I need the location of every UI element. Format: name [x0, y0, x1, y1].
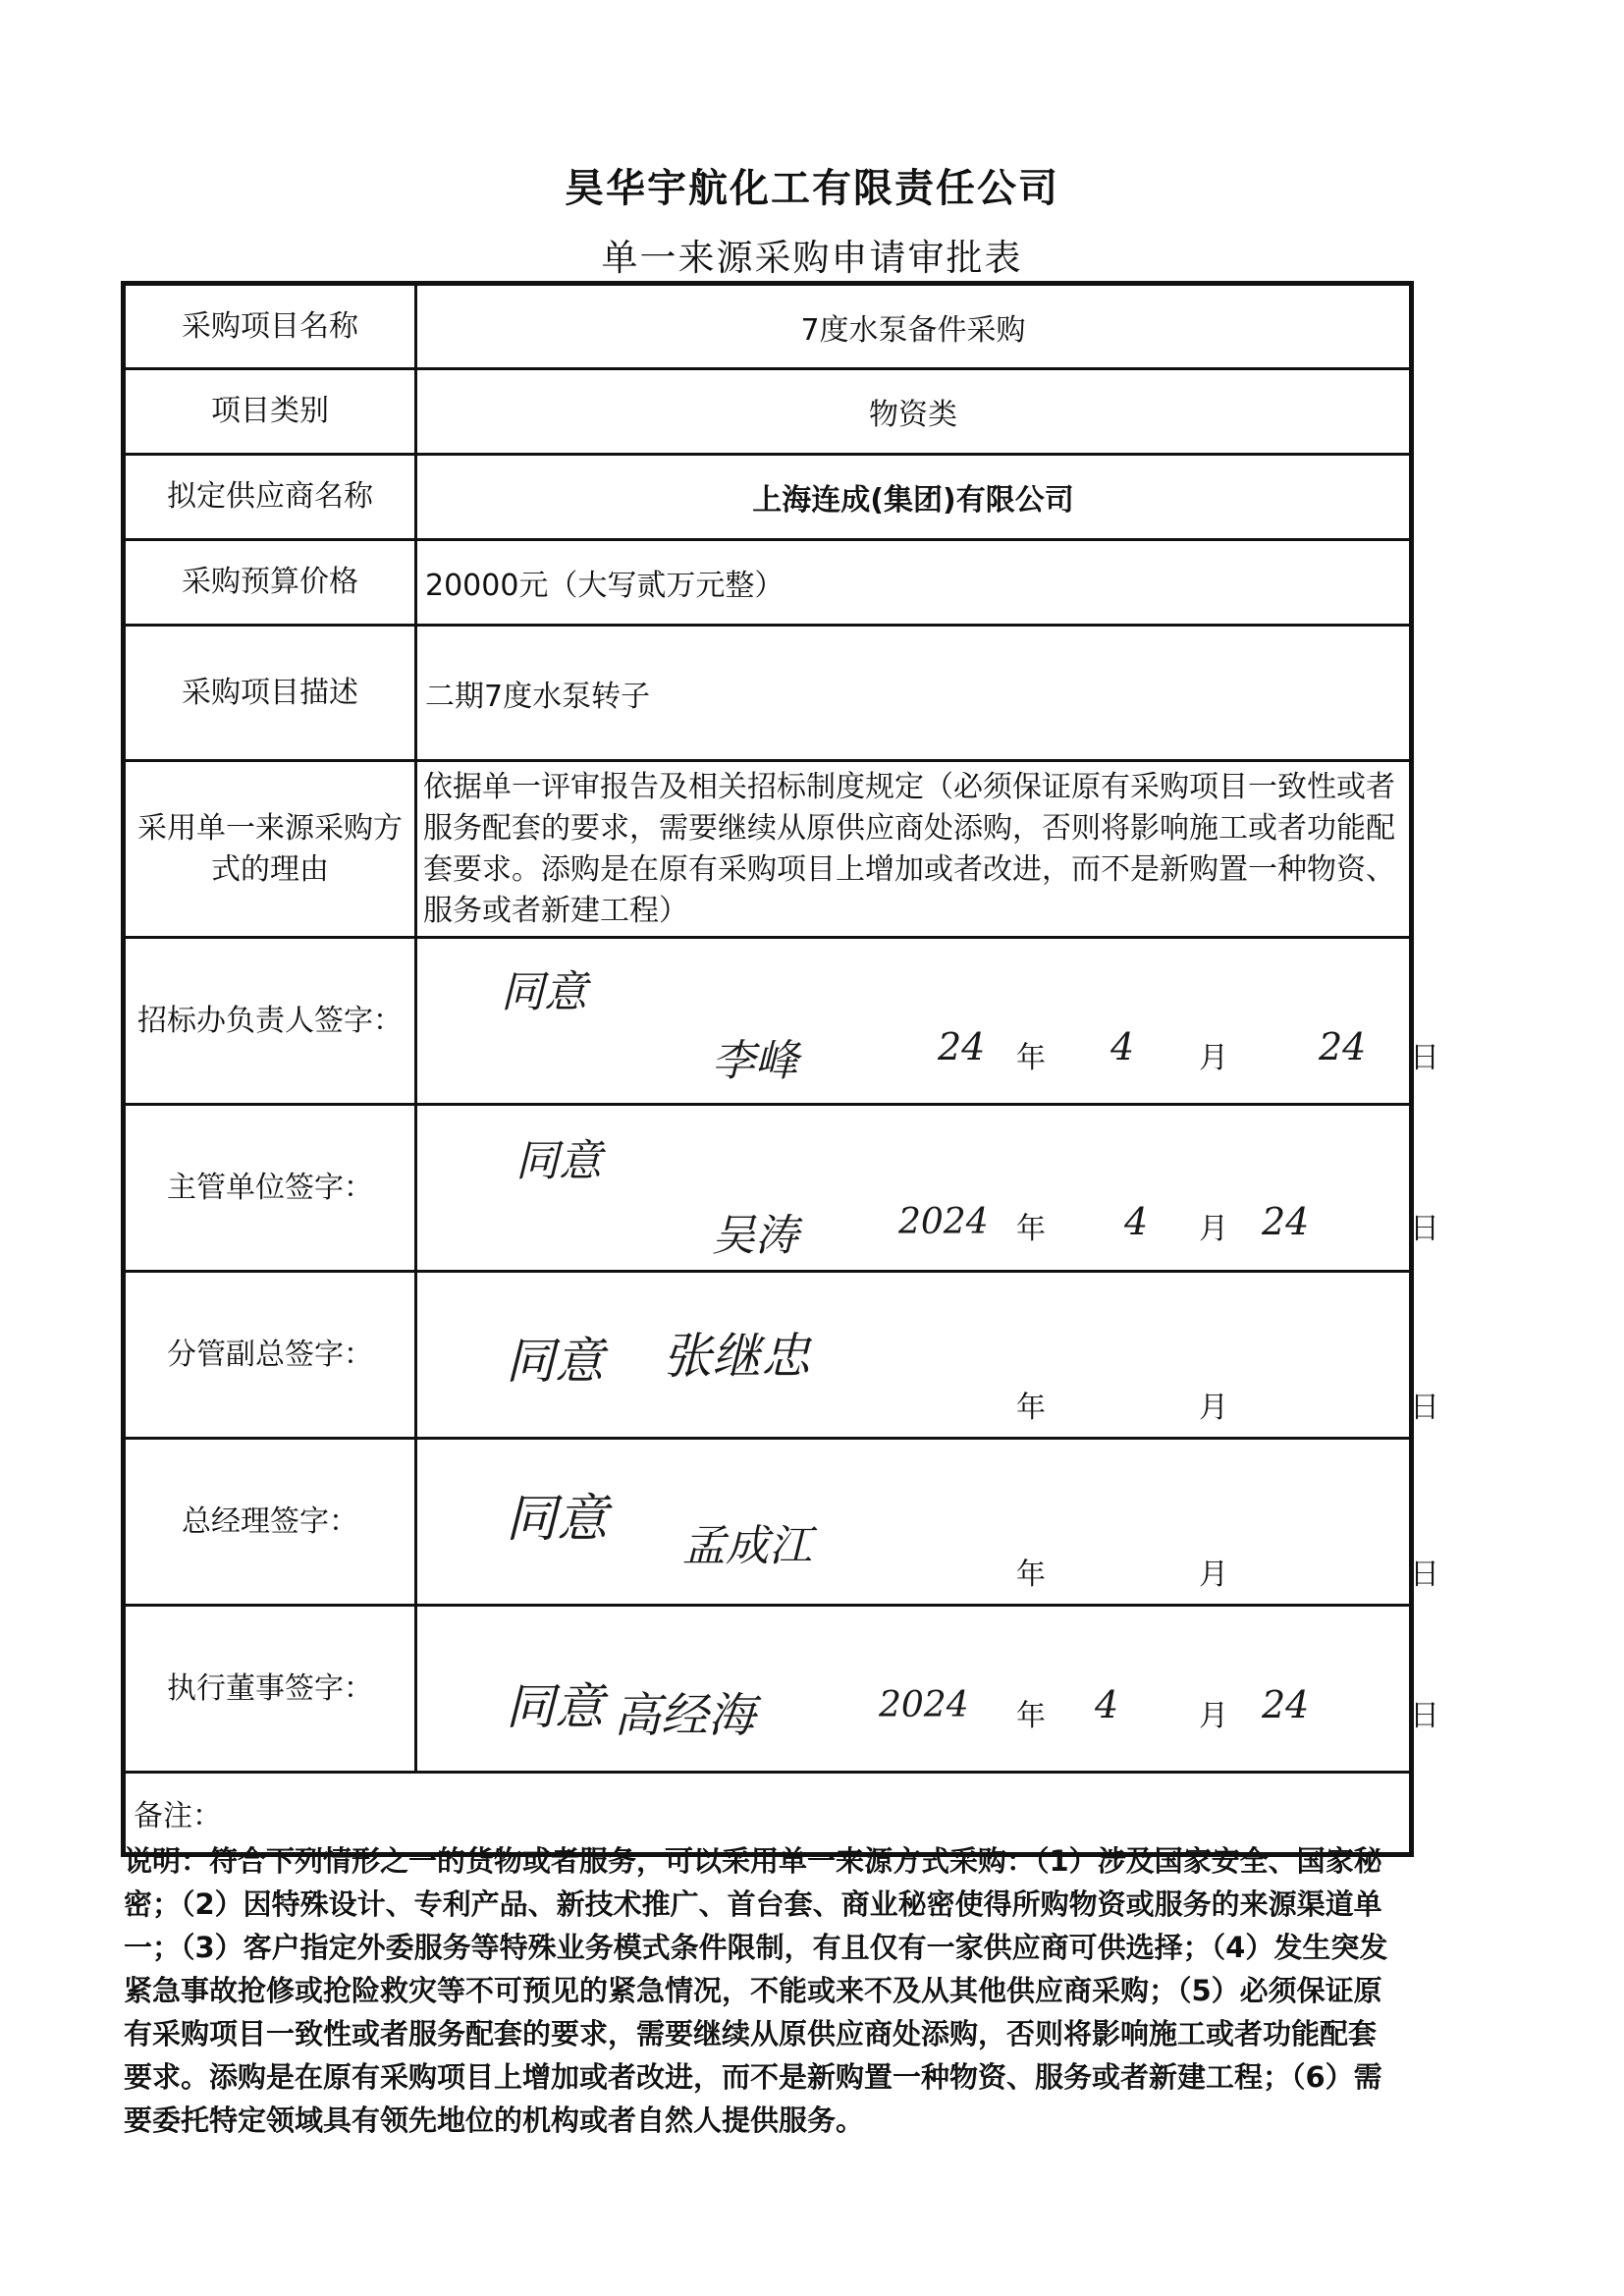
month-label-4: 月 — [1199, 1558, 1228, 1592]
signature-cell-2 — [416, 1105, 1439, 1272]
explanatory-note: 说明：符合下列情形之一的货物或者服务，可以采用单一来源方式采购：（1）涉及国家安全、国家秘密；（2）因特殊设计、专利产品、新技术推广、首台套、商业秘密使得所购物资或服务的来源渠道单一；（3）客户指定外委服务等特殊业务模式条件限制，有且仅有一家供应商可供选择；（4）发生突发紧急事故抢修或抢险救灾等不可预见的紧急情况，不能或来不及从其他供应商采购；（5）必须保证原有采购项目一致性或者服务配套的要求，需要继续从原供应商处添购，否则将影响施工或者功能配套要求。添购是在原有采购项目上增加或者改进，而不是新购置一种物资、服务或者新建工程；（6）需要委托特定领域具有领先地位的机构或者自然人提供服务。 — [124, 1844, 1388, 2137]
reason-value: 依据单一评审报告及相关招标制度规定（必须保证原有采购项目一致性或者服务配套的要求，需要继续从原供应商处添购，否则将影响施工或者功能配套要求。添购是在原有采购项目上增加或者改进，而不是新购置一种物资、服务或者新建工程） — [416, 761, 1412, 938]
year-label-4: 年 — [1016, 1558, 1046, 1592]
year-label-2: 年 — [1016, 1212, 1046, 1246]
item-name-value: 7度水泵备件采购 — [416, 284, 1412, 369]
month-handwriting-5: 4 — [1095, 1683, 1119, 1726]
signer-handwriting-2: 吴涛 — [712, 1211, 798, 1261]
approval-form-table — [121, 281, 1439, 1857]
item-name-label: 采购项目名称 — [124, 284, 416, 369]
row-budget — [124, 540, 1412, 626]
month-handwriting-1: 4 — [1110, 1025, 1135, 1068]
budget-label: 采购预算价格 — [124, 540, 416, 626]
signature-label-4: 总经理签字： — [124, 1439, 416, 1606]
row-supplier — [124, 455, 1412, 540]
year-handwriting-1: 24 — [938, 1025, 986, 1068]
month-label-2: 月 — [1199, 1212, 1228, 1246]
row-signature-5 — [124, 1606, 1412, 1773]
row-description — [124, 626, 1412, 761]
opinion-handwriting-4: 同意 — [506, 1490, 609, 1549]
day-label-3: 日 — [1410, 1391, 1439, 1425]
day-handwriting-2: 24 — [1262, 1200, 1310, 1243]
row-item-name — [124, 284, 1412, 369]
signature-label-2: 主管单位签字： — [124, 1105, 416, 1272]
year-handwriting-2: 2024 — [898, 1202, 989, 1242]
signer-handwriting-1: 李峰 — [712, 1036, 798, 1086]
opinion-handwriting-1: 同意 — [501, 967, 587, 1017]
month-label-1: 月 — [1199, 1041, 1228, 1075]
year-label-5: 年 — [1016, 1699, 1046, 1733]
signature-label-1: 招标办负责人签字： — [124, 938, 416, 1105]
signer-handwriting-4: 孟成江 — [682, 1521, 812, 1571]
day-handwriting-1: 24 — [1319, 1025, 1367, 1068]
row-category — [124, 369, 1412, 455]
year-label-3: 年 — [1016, 1391, 1046, 1425]
signature-label-3: 分管副总签字： — [124, 1272, 416, 1439]
year-label-1: 年 — [1016, 1041, 1046, 1075]
signature-cell-5 — [416, 1606, 1439, 1773]
day-label-1: 日 — [1410, 1041, 1439, 1075]
description-value: 二期7度水泵转子 — [416, 626, 1412, 761]
signer-handwriting-3: 张继忠 — [663, 1328, 810, 1385]
signature-cell-3 — [416, 1272, 1439, 1439]
month-label-3: 月 — [1199, 1391, 1228, 1425]
month-handwriting-2: 4 — [1124, 1200, 1149, 1243]
signature-cell-1 — [416, 938, 1439, 1105]
day-label-2: 日 — [1410, 1212, 1439, 1246]
row-signature-3 — [124, 1272, 1412, 1439]
row-signature-1 — [124, 938, 1412, 1105]
day-handwriting-5: 24 — [1262, 1683, 1310, 1726]
row-signature-2 — [124, 1105, 1412, 1272]
reason-label: 采用单一来源采购方式的理由 — [124, 761, 416, 938]
description-label: 采购项目描述 — [124, 626, 416, 761]
row-reason — [124, 761, 1412, 938]
category-value: 物资类 — [416, 369, 1412, 455]
budget-value: 20000元（大写贰万元整） — [416, 540, 1412, 626]
signature-label-5: 执行董事签字： — [124, 1606, 416, 1773]
opinion-handwriting-2: 同意 — [515, 1136, 602, 1186]
row-signature-4 — [124, 1439, 1412, 1606]
day-label-4: 日 — [1410, 1558, 1439, 1592]
signature-cell-4 — [416, 1439, 1439, 1606]
day-label-5: 日 — [1410, 1699, 1439, 1733]
supplier-value: 上海连成(集团)有限公司 — [416, 455, 1412, 540]
opinion-handwriting-3: 同意 — [506, 1333, 604, 1390]
form-title: 单一来源采购申请审批表 — [601, 237, 1023, 279]
company-name: 昊华宇航化工有限责任公司 — [565, 166, 1059, 211]
month-label-5: 月 — [1199, 1699, 1228, 1733]
signer-handwriting-5: 高经海 — [614, 1688, 756, 1743]
year-handwriting-5: 2024 — [879, 1685, 969, 1725]
supplier-label: 拟定供应商名称 — [124, 455, 416, 540]
category-label: 项目类别 — [124, 369, 416, 455]
remarks-label: 备注： — [124, 1773, 1412, 1855]
opinion-handwriting-5: 同意 — [506, 1678, 604, 1735]
